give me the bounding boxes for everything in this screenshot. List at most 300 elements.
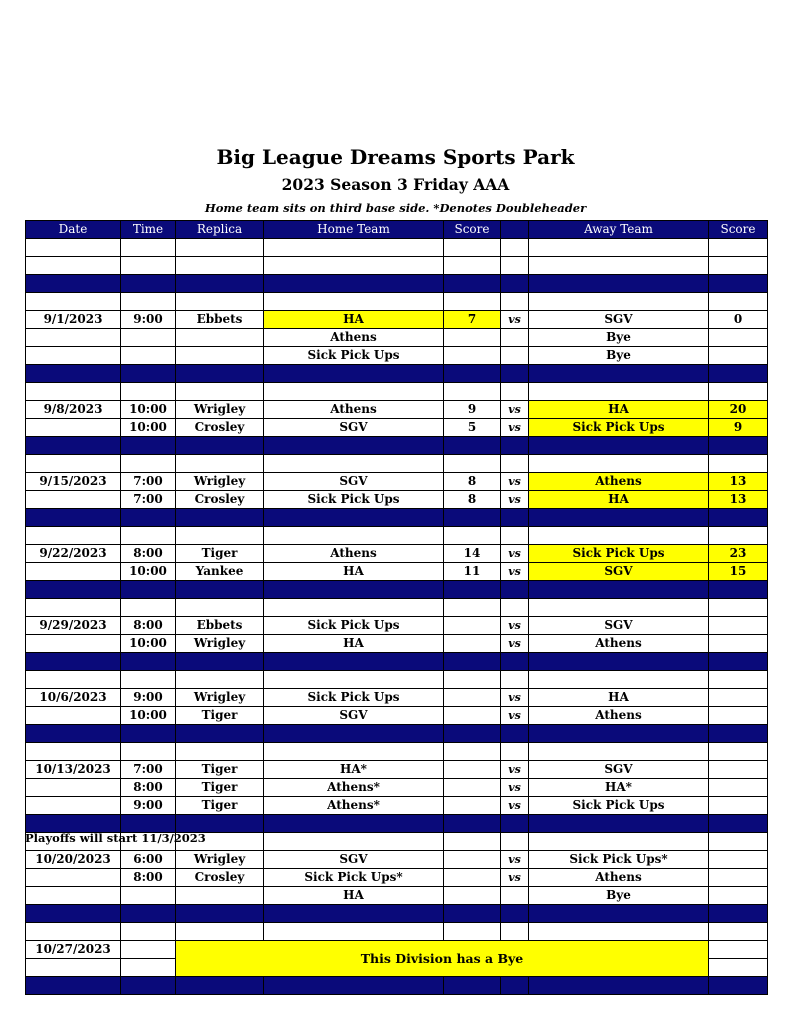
playoffs-note: Playoffs will start 11/3/2023 [25,831,206,845]
away-team: SGV [529,311,709,329]
empty-cell [529,527,709,545]
empty-cell [529,833,709,851]
vs-label: vs [501,761,529,779]
separator-cell [264,653,444,671]
week-separator [26,977,768,995]
game-time: 9:00 [121,797,176,815]
empty-cell [176,671,264,689]
game-row [26,635,768,653]
separator-cell [444,815,501,833]
empty-cell [121,743,176,761]
empty-row [26,257,768,275]
empty-cell [709,599,768,617]
game-date [26,491,121,509]
home-score [444,617,501,635]
separator-cell [176,509,264,527]
game-time: 9:00 [121,689,176,707]
game-replica [176,887,264,905]
separator-cell [176,653,264,671]
game-row [26,329,768,347]
game-time: 7:00 [121,473,176,491]
away-score: 20 [709,401,768,419]
empty-cell [264,383,444,401]
separator-cell [501,365,529,383]
empty-cell [121,257,176,275]
game-row [26,797,768,815]
col-away-team: Away Team [529,221,709,239]
home-team: Sick Pick Ups [264,491,444,509]
separator-cell [529,977,709,995]
empty-row [26,239,768,257]
empty-cell [709,293,768,311]
game-replica: Tiger [176,779,264,797]
separator-cell [529,905,709,923]
game-replica: Wrigley [176,851,264,869]
home-score: 11 [444,563,501,581]
game-row [26,311,768,329]
separator-cell [444,581,501,599]
empty-cell [529,923,709,941]
week-separator [26,437,768,455]
empty-cell [26,599,121,617]
away-score [709,761,768,779]
empty-cell [264,239,444,257]
separator-cell [501,581,529,599]
game-row [26,779,768,797]
game-replica: Crosley [176,869,264,887]
vs-label: vs [501,797,529,815]
game-time: 7:00 [121,491,176,509]
separator-cell [176,437,264,455]
game-time: 7:00 [121,761,176,779]
separator-cell [709,905,768,923]
week-separator [26,365,768,383]
game-time: 8:00 [121,869,176,887]
away-team: SGV [529,617,709,635]
separator-cell [121,509,176,527]
home-team: HA [264,635,444,653]
game-date: 9/8/2023 [26,401,121,419]
separator-cell [176,365,264,383]
separator-cell [121,365,176,383]
game-row [26,761,768,779]
empty-cell [529,257,709,275]
game-replica [176,347,264,365]
away-team: Sick Pick Ups [529,419,709,437]
header-row [26,221,768,239]
game-replica: Wrigley [176,473,264,491]
away-score [709,851,768,869]
empty-cell [529,239,709,257]
separator-cell [709,725,768,743]
away-score [709,779,768,797]
away-team: Athens [529,707,709,725]
home-team: Sick Pick Ups* [264,869,444,887]
separator-cell [529,653,709,671]
empty-row [26,293,768,311]
empty-row [26,599,768,617]
game-date: 10/6/2023 [26,689,121,707]
game-date [26,887,121,905]
away-team: Athens [529,473,709,491]
game-row [26,419,768,437]
empty-cell [264,293,444,311]
separator-cell [176,905,264,923]
game-row [26,887,768,905]
game-time: 10:00 [121,563,176,581]
home-score: 7 [444,311,501,329]
away-score [709,869,768,887]
empty-cell [121,293,176,311]
empty-cell [176,383,264,401]
home-team: Athens [264,545,444,563]
empty-cell [444,455,501,473]
away-score: 23 [709,545,768,563]
empty-cell [264,455,444,473]
empty-cell [176,527,264,545]
empty-cell [26,743,121,761]
separator-cell [444,905,501,923]
game-row [26,563,768,581]
empty-cell [121,923,176,941]
away-score [709,617,768,635]
game-date [26,797,121,815]
vs-label: vs [501,473,529,491]
separator-cell [26,437,121,455]
bye-week-row [26,941,768,959]
week-separator [26,653,768,671]
separator-cell [444,653,501,671]
empty-cell [176,599,264,617]
game-date [26,779,121,797]
separator-cell [264,509,444,527]
separator-cell [26,509,121,527]
game-time: 10:00 [121,635,176,653]
game-replica: Yankee [176,563,264,581]
away-team: Sick Pick Ups [529,545,709,563]
separator-cell [26,275,121,293]
game-date [26,347,121,365]
separator-cell [26,725,121,743]
game-row [26,689,768,707]
vs-label: vs [501,545,529,563]
empty-cell [176,257,264,275]
empty-cell [444,257,501,275]
separator-cell [709,437,768,455]
separator-cell [709,275,768,293]
vs-label: vs [501,851,529,869]
empty-cell [121,671,176,689]
home-team: HA [264,887,444,905]
away-team: Bye [529,329,709,347]
col-home-team: Home Team [264,221,444,239]
empty-cell [444,923,501,941]
empty-cell [444,527,501,545]
empty-cell [176,239,264,257]
empty-cell [121,527,176,545]
home-team: HA* [264,761,444,779]
separator-cell [264,437,444,455]
separator-cell [26,977,121,995]
vs-label: vs [501,563,529,581]
game-time: 10:00 [121,419,176,437]
week-separator [26,815,768,833]
vs-label: vs [501,311,529,329]
home-score [444,779,501,797]
empty-cell [264,743,444,761]
away-score: 0 [709,311,768,329]
separator-cell [26,815,121,833]
separator-cell [444,437,501,455]
away-score [709,707,768,725]
separator-cell [121,977,176,995]
col-vs [501,221,529,239]
separator-cell [121,725,176,743]
away-score [709,329,768,347]
doubleheader-note: Home team sits on third base side. *Denotes Doubleheader [204,201,587,215]
vs-label: vs [501,707,529,725]
away-team: Sick Pick Ups* [529,851,709,869]
empty-row [26,455,768,473]
separator-cell [264,581,444,599]
game-replica: Wrigley [176,635,264,653]
empty-cell [709,941,768,959]
separator-cell [264,275,444,293]
game-date: 10/20/2023 [26,851,121,869]
separator-cell [709,977,768,995]
game-date: 10/13/2023 [26,761,121,779]
home-team: Athens [264,401,444,419]
separator-cell [26,581,121,599]
game-time: 6:00 [121,851,176,869]
game-time [121,887,176,905]
separator-cell [121,653,176,671]
empty-cell [26,293,121,311]
empty-cell [501,833,529,851]
vs-label: vs [501,869,529,887]
empty-cell [709,959,768,977]
home-team: Athens* [264,797,444,815]
home-team: SGV [264,851,444,869]
game-date: 9/1/2023 [26,311,121,329]
empty-cell [26,239,121,257]
game-replica [176,329,264,347]
empty-cell [501,293,529,311]
empty-cell [709,455,768,473]
col-away-score: Score [709,221,768,239]
home-score [444,869,501,887]
game-time: 10:00 [121,707,176,725]
away-team: HA [529,401,709,419]
game-replica: Crosley [176,419,264,437]
empty-cell [709,257,768,275]
vs-label: vs [501,491,529,509]
empty-cell [176,923,264,941]
vs-label: vs [501,419,529,437]
game-date [26,707,121,725]
empty-cell [709,743,768,761]
empty-cell [501,239,529,257]
vs-label [501,329,529,347]
game-time: 8:00 [121,545,176,563]
empty-cell [264,599,444,617]
empty-row [26,923,768,941]
game-row [26,707,768,725]
away-score [709,347,768,365]
empty-cell [444,239,501,257]
separator-cell [501,437,529,455]
empty-cell [26,923,121,941]
separator-cell [709,581,768,599]
week-separator [26,509,768,527]
game-replica: Ebbets [176,617,264,635]
empty-cell [264,923,444,941]
home-score [444,761,501,779]
home-team: Athens* [264,779,444,797]
game-time: 8:00 [121,779,176,797]
empty-cell [501,599,529,617]
separator-cell [264,725,444,743]
home-score: 5 [444,419,501,437]
separator-cell [529,437,709,455]
away-team: Bye [529,887,709,905]
home-score [444,347,501,365]
home-team: Sick Pick Ups [264,347,444,365]
separator-cell [501,905,529,923]
home-score [444,707,501,725]
empty-cell [264,833,444,851]
bye-week-date: 10/27/2023 [26,941,121,959]
away-team: HA [529,689,709,707]
home-score [444,689,501,707]
game-row [26,545,768,563]
empty-cell [264,671,444,689]
empty-cell [26,959,121,977]
separator-cell [121,905,176,923]
empty-cell [709,671,768,689]
empty-cell [176,455,264,473]
empty-cell [26,257,121,275]
empty-cell [501,671,529,689]
separator-cell [121,581,176,599]
empty-cell [529,455,709,473]
separator-cell [121,815,176,833]
separator-cell [26,653,121,671]
vs-label: vs [501,401,529,419]
separator-cell [709,815,768,833]
empty-cell [501,383,529,401]
separator-cell [264,905,444,923]
away-score: 13 [709,491,768,509]
separator-cell [176,581,264,599]
empty-cell [121,383,176,401]
separator-cell [121,275,176,293]
away-score [709,635,768,653]
away-score [709,689,768,707]
away-score [709,797,768,815]
empty-cell [501,743,529,761]
empty-cell [529,293,709,311]
empty-cell [501,923,529,941]
empty-cell [709,527,768,545]
home-score: 14 [444,545,501,563]
game-date [26,419,121,437]
separator-cell [529,365,709,383]
game-replica: Crosley [176,491,264,509]
home-score [444,797,501,815]
separator-cell [176,725,264,743]
week-separator [26,725,768,743]
empty-cell [444,599,501,617]
separator-cell [444,977,501,995]
empty-cell [121,959,176,977]
separator-cell [26,905,121,923]
empty-cell [709,239,768,257]
home-team: HA [264,563,444,581]
separator-cell [264,365,444,383]
away-team: Sick Pick Ups [529,797,709,815]
empty-cell [444,293,501,311]
separator-cell [501,275,529,293]
empty-cell [444,383,501,401]
home-score [444,635,501,653]
vs-label: vs [501,689,529,707]
vs-label: vs [501,635,529,653]
away-score: 13 [709,473,768,491]
empty-cell [529,743,709,761]
vs-label [501,347,529,365]
game-replica: Tiger [176,545,264,563]
week-separator [26,275,768,293]
game-replica: Tiger [176,707,264,725]
separator-cell [444,275,501,293]
game-date [26,635,121,653]
game-row [26,473,768,491]
home-team: SGV [264,473,444,491]
empty-cell [709,923,768,941]
separator-cell [529,725,709,743]
game-date [26,869,121,887]
empty-row [26,743,768,761]
home-score: 8 [444,491,501,509]
separator-cell [501,653,529,671]
away-score: 9 [709,419,768,437]
separator-cell [444,365,501,383]
away-score: 15 [709,563,768,581]
empty-cell [709,833,768,851]
game-row [26,869,768,887]
game-replica: Ebbets [176,311,264,329]
game-date: 9/29/2023 [26,617,121,635]
away-team: HA* [529,779,709,797]
game-time: 8:00 [121,617,176,635]
game-replica: Tiger [176,761,264,779]
home-team: Sick Pick Ups [264,689,444,707]
game-date: 9/15/2023 [26,473,121,491]
col-date: Date [26,221,121,239]
empty-cell [264,257,444,275]
away-team: Athens [529,635,709,653]
vs-label: vs [501,617,529,635]
away-team: Bye [529,347,709,365]
separator-cell [444,509,501,527]
empty-cell [26,383,121,401]
away-team: SGV [529,563,709,581]
empty-cell [121,239,176,257]
empty-row [26,671,768,689]
game-date [26,563,121,581]
separator-cell [176,815,264,833]
